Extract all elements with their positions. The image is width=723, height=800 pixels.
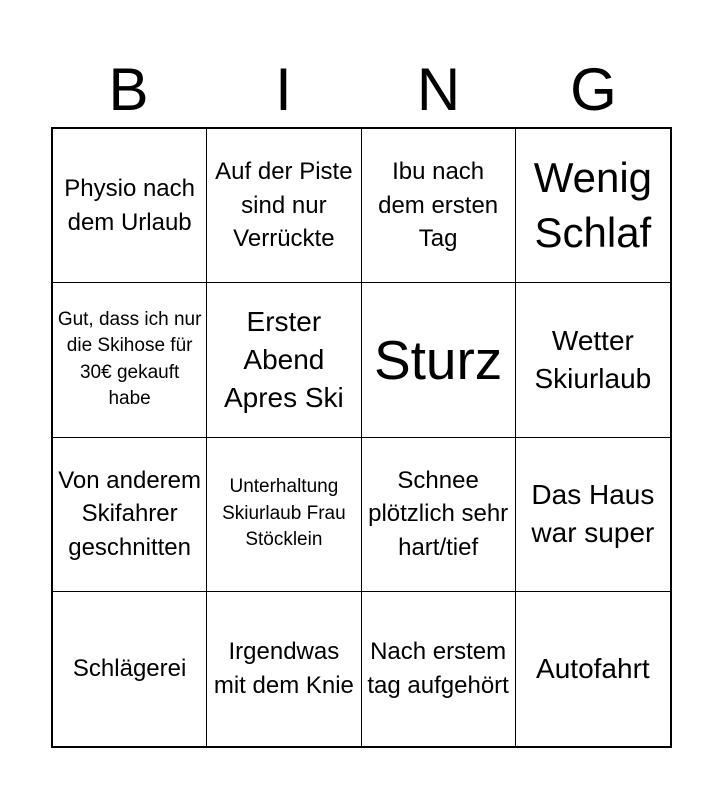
bingo-cell[interactable] (516, 592, 670, 746)
cell-text: Wetter Skiurlaub (534, 325, 652, 394)
cell-text: Nach erstem tag aufgehört (367, 638, 509, 699)
cell-text: Von anderem Skifahrer geschnitten (58, 466, 202, 561)
header-letter-g: G (570, 56, 617, 123)
cell-text: Ibu nach dem ersten Tag (378, 158, 499, 253)
bingo-header (51, 52, 671, 128)
bingo-cell[interactable] (516, 129, 670, 283)
bingo-cell[interactable] (207, 438, 361, 592)
bingo-grid (51, 127, 672, 748)
header-letter-b: B (108, 56, 149, 123)
header-letter-n: N (416, 56, 461, 123)
cell-text: Autofahrt (536, 652, 650, 684)
cell-text: Das Haus war super (531, 479, 655, 549)
bingo-cell[interactable] (207, 129, 361, 283)
bingo-cell[interactable] (362, 129, 516, 283)
cell-text: Schlägerei (72, 655, 187, 683)
cell-text: Irgendwas mit dem Knie (213, 638, 354, 699)
bingo-cell[interactable] (362, 592, 516, 746)
bingo-cell[interactable] (53, 129, 207, 283)
bingo-cell[interactable] (53, 283, 207, 437)
cell-text: Sturz (373, 328, 503, 391)
bingo-cell[interactable] (207, 283, 361, 437)
cell-text: Gut, dass ich nur die Skihose für 30€ gekauft habe (57, 308, 202, 410)
bingo-cell[interactable] (53, 592, 207, 746)
bingo-cell[interactable] (362, 283, 516, 437)
cell-text: Wenig Schlaf (533, 154, 653, 256)
bingo-cell[interactable] (516, 283, 670, 437)
bingo-cell[interactable] (53, 438, 207, 592)
bingo-cell[interactable] (207, 592, 361, 746)
cell-text: Schnee plötzlich sehr hart/tief (368, 466, 509, 561)
bingo-cell[interactable] (516, 438, 670, 592)
header-letter-i: I (275, 56, 292, 123)
cell-text: Auf der Piste sind nur Verrückte (215, 158, 353, 253)
cell-text: Unterhaltung Skiurlaub Frau Stöcklein (222, 476, 346, 551)
cell-text: Erster Abend Apres Ski (223, 306, 344, 413)
cell-text: Physio nach dem Urlaub (64, 175, 195, 236)
bingo-cell[interactable] (362, 438, 516, 592)
